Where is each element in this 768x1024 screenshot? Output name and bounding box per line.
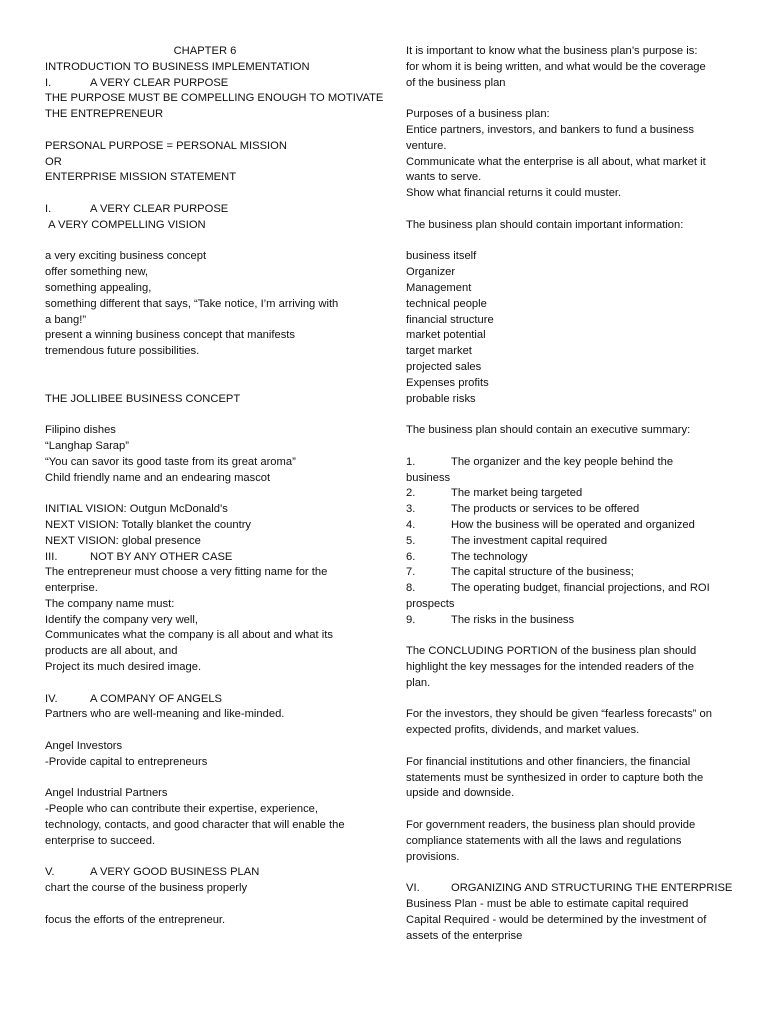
section-heading [45, 550, 365, 566]
item-number: 1. [406, 455, 416, 468]
text-line: “Langhap Sarap” [45, 439, 129, 452]
text-line: Communicates what the company is all about and what its [45, 629, 333, 642]
numbered-item [406, 581, 724, 597]
section-heading [45, 865, 365, 881]
item-text: The market being targeted [451, 487, 583, 500]
text-line: For the investors, they should be given “fearless forecasts” on [406, 708, 712, 721]
text-line: assets of the enterprise [406, 929, 523, 942]
text-line: It is important to know what the business plan’s purpose is: [406, 45, 698, 57]
section-number: V. [45, 866, 55, 879]
text-line: provisions. [406, 850, 460, 863]
text-line: The company name must: [45, 597, 175, 610]
text-line: something appealing, [45, 281, 152, 294]
item-text: The capital structure of the business; [451, 566, 634, 579]
text-line: wants to serve. [406, 171, 482, 184]
text-line: Entice partners, investors, and bankers to fund a business [406, 123, 694, 136]
numbered-item [406, 534, 724, 550]
item-number: 5. [406, 534, 416, 547]
left-column [45, 44, 384, 929]
text-line: INITIAL VISION: Outgun McDonald’s [45, 503, 228, 516]
text-line: a very exciting business concept [45, 250, 207, 263]
text-line: OR [45, 155, 62, 168]
text-line: Communicate what the enterprise is all about, what market it [406, 155, 706, 168]
item-number: 6. [406, 550, 416, 563]
text-line: NEXT VISION: global presence [45, 534, 201, 547]
text-line: THE ENTREPRENEUR [45, 108, 164, 121]
text-line: ENTERPRISE MISSION STATEMENT [45, 171, 237, 184]
numbered-item [406, 502, 724, 518]
text-line: The business plan should contain an executive summary: [406, 424, 691, 437]
subheading: THE JOLLIBEE BUSINESS CONCEPT [45, 392, 241, 405]
section-number: IV. [45, 692, 58, 705]
section-heading [45, 76, 365, 92]
numbered-item [406, 486, 724, 502]
list-item: market potential [406, 329, 486, 342]
section-number: VI. [406, 882, 420, 895]
text-line: enterprise to succeed. [45, 834, 156, 847]
list-item: Organizer [406, 266, 456, 279]
text-line: Show what financial returns it could muster. [406, 187, 622, 200]
subheading [45, 218, 365, 234]
text-line: -Provide capital to entrepreneurs [45, 755, 208, 768]
numbered-item [406, 518, 724, 534]
subheading: Angel Industrial Partners [45, 787, 168, 800]
chapter-title: INTRODUCTION TO BUSINESS IMPLEMENTATION [45, 60, 310, 73]
item-text: How the business will be operated and organized [451, 518, 695, 531]
item-continuation: prospects [406, 597, 455, 610]
list-item: probable risks [406, 392, 476, 405]
right-column [406, 44, 733, 944]
item-continuation: business [406, 471, 451, 484]
text-line: something different that says, “Take notice, I’m arriving with [45, 297, 339, 310]
item-number: 4. [406, 518, 416, 531]
text-line: a bang!” [45, 313, 87, 326]
section-heading [45, 692, 365, 708]
numbered-item [406, 455, 724, 471]
text-line: -People who can contribute their expertise, experience, [45, 803, 319, 816]
text-line: For financial institutions and other financiers, the financial [406, 755, 691, 768]
text-line: enterprise. [45, 582, 98, 595]
text-line: “You can savor its good taste from its great aroma” [45, 455, 296, 468]
section-title: A VERY CLEAR PURPOSE [90, 76, 229, 89]
list-item: business itself [406, 250, 477, 263]
item-text: The technology [451, 550, 528, 563]
chapter-heading: CHAPTER 6 [173, 45, 237, 57]
list-item: Expenses profits [406, 376, 489, 389]
text-line: Business Plan - must be able to estimate capital required [406, 898, 689, 911]
text-line: highlight the key messages for the intended readers of the [406, 661, 694, 674]
text-line: Child friendly name and an endearing mascot [45, 471, 271, 484]
item-number: 8. [406, 582, 416, 595]
section-title: NOT BY ANY OTHER CASE [90, 550, 233, 563]
section-title: A COMPANY OF ANGELS [90, 692, 223, 705]
text-line: The business plan should contain important information: [406, 218, 684, 231]
subheading: Purposes of a business plan: [406, 108, 550, 121]
item-number: 9. [406, 613, 416, 626]
list-item: technical people [406, 297, 487, 310]
list-item: projected sales [406, 360, 482, 373]
text-line: upside and downside. [406, 787, 515, 800]
text-line: focus the efforts of the entrepreneur. [45, 913, 226, 926]
text-line: Partners who are well-meaning and like-minded. [45, 708, 285, 721]
item-text: The products or services to be offered [451, 503, 640, 516]
section-title: ORGANIZING AND STRUCTURING THE ENTERPRISE [451, 882, 733, 895]
list-item: target market [406, 345, 472, 358]
list-item: Management [406, 281, 472, 294]
section-number: I. [45, 76, 52, 89]
text-line: plan. [406, 676, 431, 689]
text-line: expected profits, dividends, and market values. [406, 724, 640, 737]
section-number: III. [45, 550, 58, 563]
list-item: financial structure [406, 313, 494, 326]
item-number: 7. [406, 566, 416, 579]
item-text: The risks in the business [451, 613, 575, 626]
section-heading [406, 881, 733, 897]
subheading: Angel Investors [45, 740, 123, 753]
text-line: of the business plan [406, 76, 506, 89]
text-line: offer something new, [45, 266, 149, 279]
text-line: tremendous future possibilities. [45, 345, 200, 358]
text-line: present a winning business concept that manifests [45, 329, 295, 342]
section-title: A VERY GOOD BUSINESS PLAN [90, 866, 260, 879]
section-number: I. [45, 202, 52, 215]
section-heading [45, 202, 365, 218]
item-number: 2. [406, 487, 416, 500]
text-line: NEXT VISION: Totally blanket the country [45, 518, 252, 531]
section-title: A VERY CLEAR PURPOSE [90, 202, 229, 215]
text-line: venture. [406, 139, 447, 152]
text-line: for whom it is being written, and what would be the coverage [406, 60, 706, 73]
text-line: THE PURPOSE MUST BE COMPELLING ENOUGH TO MOTIVATE [45, 92, 384, 105]
text-line: PERSONAL PURPOSE = PERSONAL MISSION [45, 139, 287, 152]
text-line: chart the course of the business properly [45, 882, 248, 895]
text-line: technology, contacts, and good character that will enable the [45, 819, 345, 832]
item-text: The organizer and the key people behind the [451, 455, 674, 468]
item-number: 3. [406, 503, 416, 516]
text-line: Capital Required - would be determined by the investment of [406, 913, 707, 926]
numbered-item [406, 613, 724, 629]
text-line: Filipino dishes [45, 424, 116, 437]
text-line: Identify the company very well, [45, 613, 198, 626]
text-line: products are all about, and [45, 645, 178, 658]
text-line: The entrepreneur must choose a very fitting name for the [45, 566, 328, 579]
numbered-item [406, 565, 724, 581]
numbered-item [406, 550, 724, 566]
text-line: The CONCLUDING PORTION of the business plan should [406, 645, 697, 658]
item-text: The investment capital required [451, 534, 608, 547]
text-line: For government readers, the business plan should provide [406, 819, 696, 832]
item-text: The operating budget, financial projections, and ROI [451, 582, 710, 595]
text-line: statements must be synthesized in order to capture both the [406, 771, 704, 784]
text-line: compliance statements with all the laws and regulations [406, 834, 682, 847]
text-line: Project its much desired image. [45, 661, 202, 674]
vision-heading: A VERY COMPELLING VISION [48, 218, 206, 231]
